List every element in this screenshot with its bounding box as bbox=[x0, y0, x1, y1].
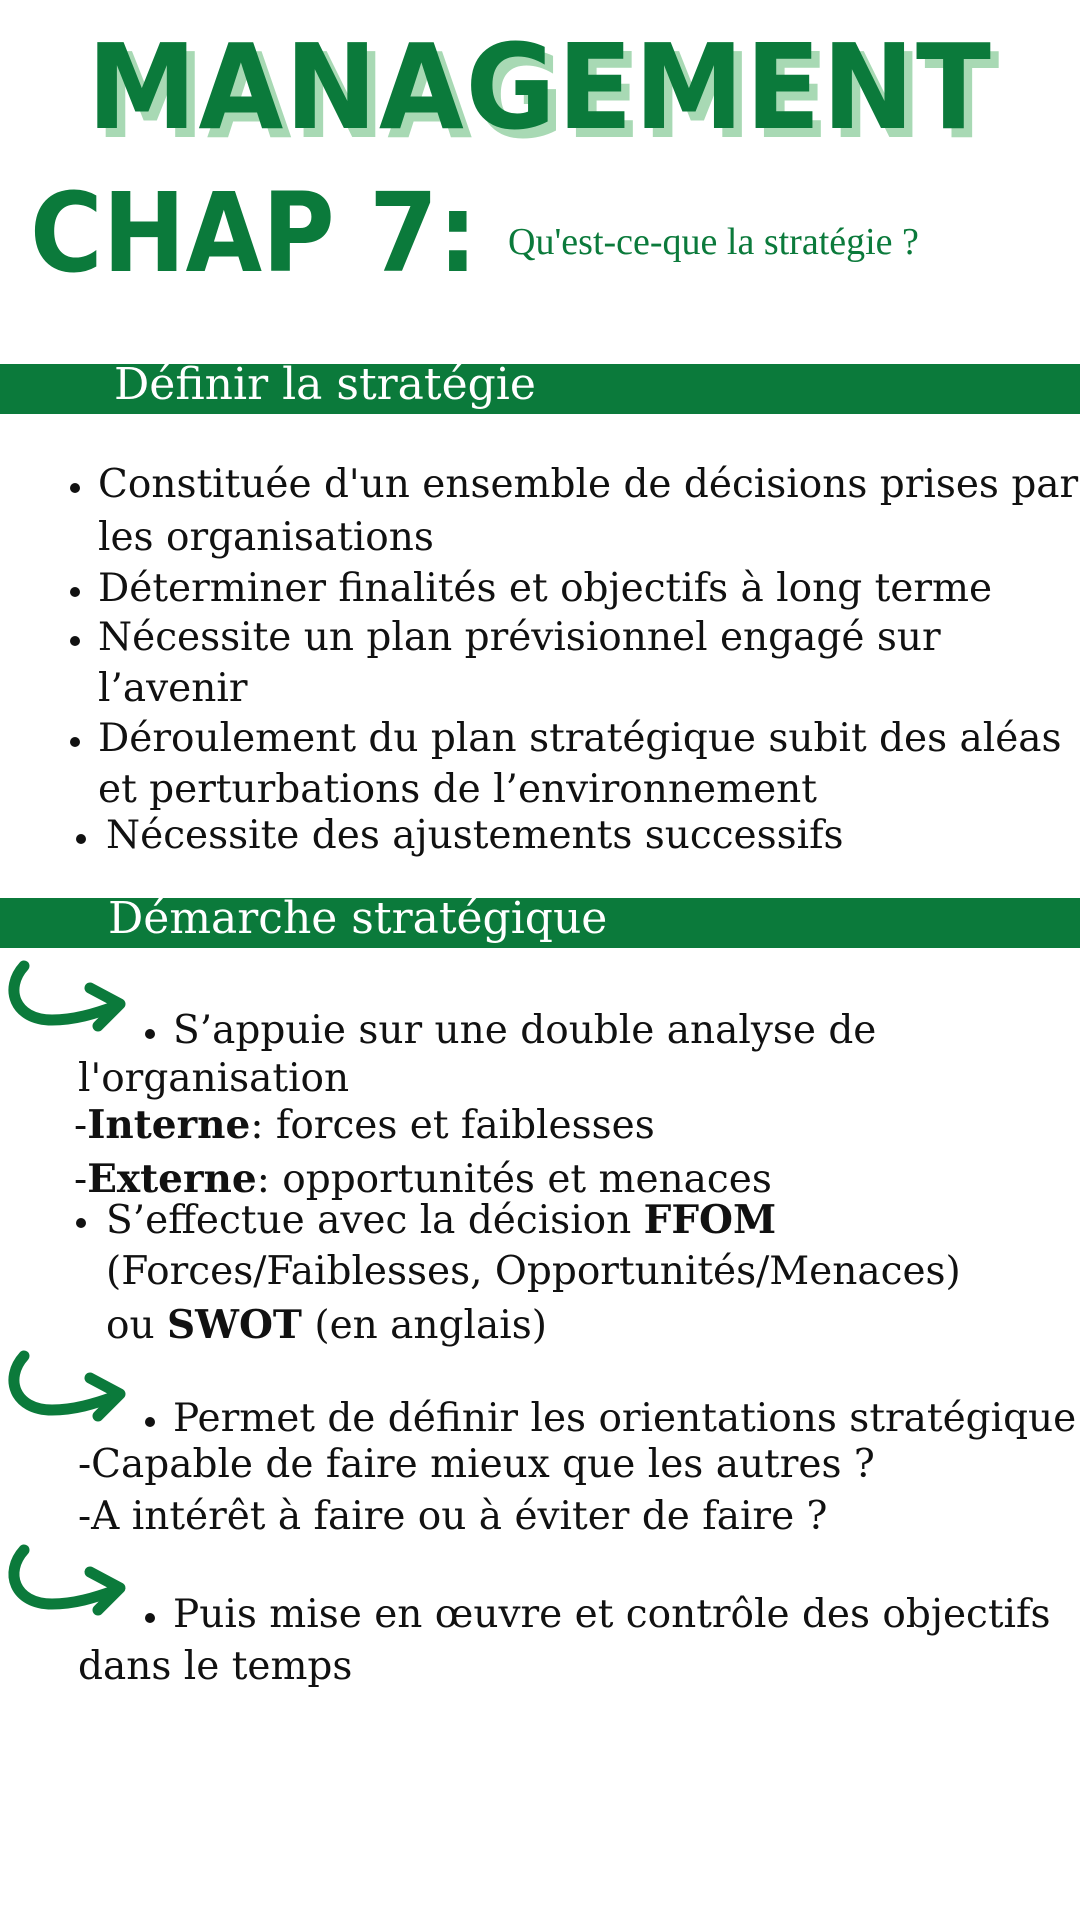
list-item-line: Constituée d'un ensemble de décisions prises par bbox=[98, 462, 1079, 507]
bullet-icon bbox=[145, 1417, 155, 1427]
chapter-subtitle: Qu'est-ce-que la stratégie ? bbox=[508, 221, 919, 263]
ffom-label: FFOM bbox=[643, 1197, 777, 1243]
bullet-icon bbox=[76, 1218, 86, 1228]
dash: - bbox=[74, 1157, 88, 1202]
internal-label: Interne bbox=[87, 1102, 251, 1148]
external-label: Externe bbox=[87, 1156, 257, 1202]
swot-suffix: (en anglais) bbox=[301, 1303, 547, 1348]
internal-analysis-line bbox=[74, 1102, 655, 1149]
bullet-icon bbox=[70, 636, 80, 646]
bullet-icon bbox=[145, 1029, 155, 1039]
bullet-icon bbox=[70, 587, 80, 597]
section-title: Démarche stratégique bbox=[108, 893, 608, 944]
section-banner-definir bbox=[0, 359, 1080, 414]
page-title: MANAGEMENT bbox=[87, 18, 993, 156]
ffom-text: S’effectue avec la décision bbox=[106, 1198, 644, 1243]
list-item-line: l’avenir bbox=[98, 666, 248, 711]
list-item-line: Déroulement du plan stratégique subit des aléas bbox=[98, 716, 1062, 761]
ffom-line bbox=[106, 1197, 776, 1244]
block-line: l'organisation bbox=[78, 1056, 350, 1101]
list-item-line: les organisations bbox=[98, 515, 434, 560]
internal-text: : forces et faiblesses bbox=[250, 1103, 655, 1148]
section-title: Définir la stratégie bbox=[114, 359, 536, 410]
block-line: Permet de définir les orientations stratégique bbox=[173, 1396, 1077, 1441]
block-line: -A intérêt à faire ou à éviter de faire ? bbox=[78, 1494, 828, 1539]
swot-line bbox=[106, 1302, 547, 1349]
swot-label: SWOT bbox=[167, 1302, 302, 1348]
curved-arrow-icon bbox=[4, 1348, 128, 1428]
ffom-detail: (Forces/Faiblesses, Opportunités/Menaces) bbox=[106, 1249, 961, 1294]
external-analysis-line bbox=[74, 1156, 772, 1203]
bullet-icon bbox=[70, 737, 80, 747]
chapter-label: CHAP 7: bbox=[30, 169, 478, 297]
list-item-line: et perturbations de l’environnement bbox=[98, 767, 817, 812]
block-line: -Capable de faire mieux que les autres ? bbox=[78, 1442, 875, 1487]
external-text: : opportunités et menaces bbox=[256, 1157, 772, 1202]
list-item-line: Nécessite un plan prévisionnel engagé sur bbox=[98, 615, 941, 660]
curved-arrow-icon bbox=[4, 958, 128, 1038]
list-item-line: Déterminer finalités et objectifs à long terme bbox=[98, 566, 993, 611]
dash: - bbox=[74, 1103, 88, 1148]
bullet-icon bbox=[70, 483, 80, 493]
block-line: S’appuie sur une double analyse de bbox=[173, 1008, 877, 1053]
bullet-icon bbox=[76, 834, 86, 844]
list-item-line: Nécessite des ajustements successifs bbox=[106, 813, 844, 858]
block-line: dans le temps bbox=[78, 1644, 353, 1689]
swot-prefix: ou bbox=[106, 1303, 167, 1348]
curved-arrow-icon bbox=[4, 1542, 128, 1622]
bullet-icon bbox=[145, 1613, 155, 1623]
section-banner-demarche bbox=[0, 893, 1080, 948]
block-line: Puis mise en œuvre et contrôle des objectifs bbox=[173, 1592, 1051, 1637]
